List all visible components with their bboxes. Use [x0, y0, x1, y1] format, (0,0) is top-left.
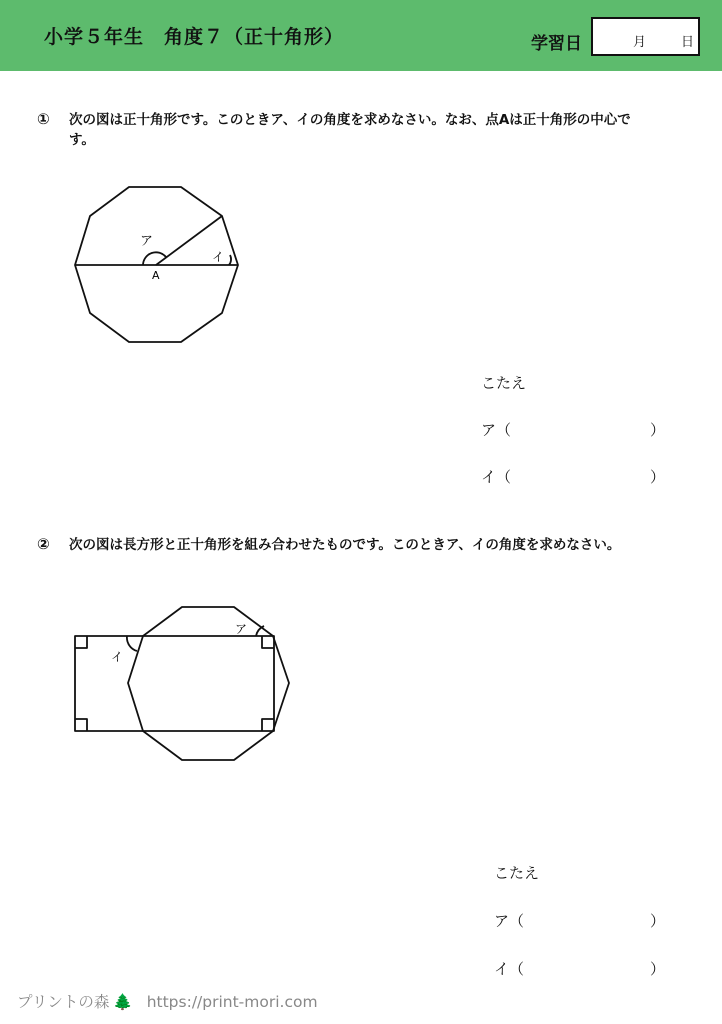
label-a-2: ア	[235, 622, 248, 636]
right-angle-marker-tl	[75, 636, 87, 648]
answer-1-heading: こたえ	[481, 374, 527, 392]
rectangle-shape	[75, 636, 274, 731]
label-a-1: ア	[140, 234, 154, 249]
answer-2-a-close: ）	[650, 912, 666, 930]
angle-i-arc-2	[127, 636, 137, 651]
label-i-1: イ	[212, 250, 225, 264]
angle-a-arc-2	[256, 626, 264, 636]
right-angle-marker-bl	[75, 719, 87, 731]
answer-2-a-label: ア（	[494, 912, 525, 930]
answer-1-a-close: ）	[650, 421, 666, 439]
question-2-number: ②	[37, 535, 50, 553]
right-angle-marker-br	[262, 719, 274, 731]
day-unit: 日	[681, 35, 695, 50]
answer-1-i-label: イ（	[481, 468, 512, 486]
question-2-text: 次の図は長方形と正十角形を組み合わせたものです。このときア、イの角度を求めなさい。	[69, 537, 621, 553]
answer-1-i-close: ）	[650, 468, 666, 486]
decagon-shape-2	[128, 607, 289, 760]
answer-2-i-label: イ（	[494, 960, 525, 978]
label-i-2: イ	[111, 650, 124, 664]
study-date-label: 学習日	[531, 34, 582, 54]
site-name: プリントの森	[17, 993, 110, 1011]
question-1-text: 次の図は正十角形です。このときア、イの角度を求めなさい。なお、点Aは正十角形の中心です。	[69, 112, 631, 148]
center-point-label: A	[152, 269, 160, 282]
site-url-link[interactable]: https://print-mori.com	[146, 993, 318, 1011]
footer	[17, 990, 318, 1012]
month-unit: 月	[633, 35, 647, 50]
question-1-number: ①	[37, 110, 50, 128]
answer-2-i-close: ）	[650, 960, 666, 978]
page-title: 小学５年生 角度７（正十角形）	[44, 26, 345, 48]
answer-2-heading: こたえ	[494, 864, 540, 882]
tree-icon: 🌲	[113, 993, 133, 1011]
right-angle-marker-tr	[262, 636, 274, 648]
answer-1-a-label: ア（	[481, 421, 512, 439]
